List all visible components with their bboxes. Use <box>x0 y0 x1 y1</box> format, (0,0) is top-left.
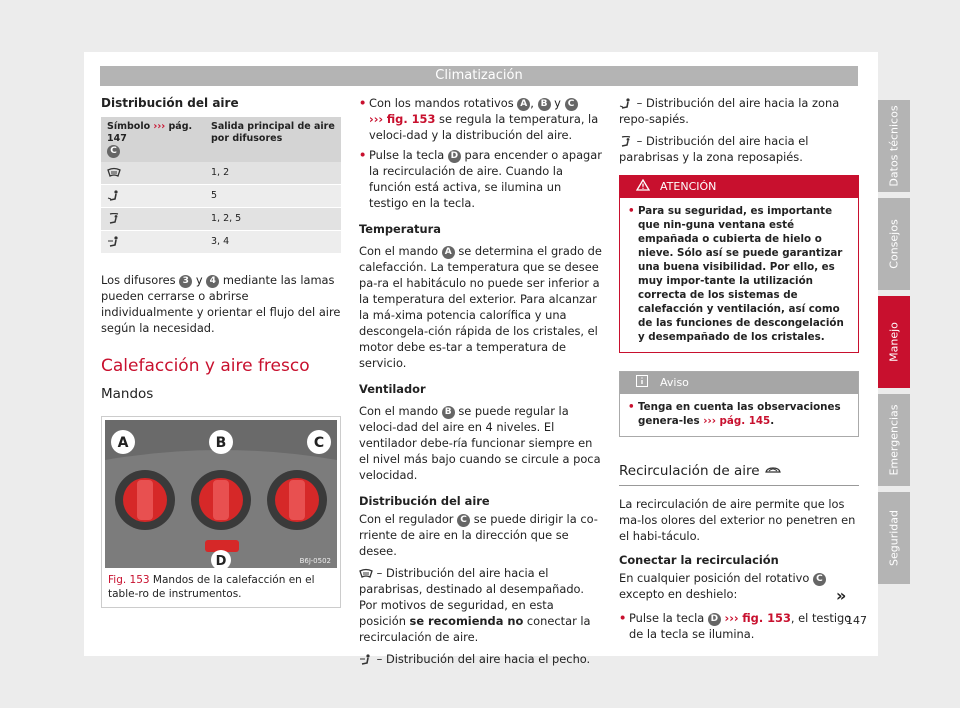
table-row <box>101 231 341 254</box>
connect-title: Conectar la recirculación <box>619 553 779 567</box>
note-header <box>620 372 858 394</box>
text-run: – Distribución del aire hacia la zona repo-sapiés. <box>619 96 840 126</box>
header-symbol-label: Símbolo <box>107 121 151 132</box>
figure-caption <box>102 571 340 607</box>
figure-link[interactable]: fig. 153 <box>742 611 791 625</box>
text-run: – Distribución del aire hacia el parabrisas y la zona reposapiés. <box>619 134 809 164</box>
heading-text: Recirculación de aire <box>619 463 760 479</box>
text-run: se puede regular la veloci-dad del aire en 4 niveles. El ventilador debe-ría funcionar siempre en el nivel más bajo cuando se circule a poca velocidad. <box>359 404 601 482</box>
windshield-paragraph <box>359 565 604 645</box>
feet-paragraph <box>619 95 859 127</box>
badge-4: 4 <box>206 275 219 288</box>
badge-c: C <box>565 98 578 111</box>
tab-label: Datos técnicos <box>887 105 901 187</box>
table-row <box>101 185 341 208</box>
fan-paragraph <box>359 403 604 483</box>
page-number: 147 <box>846 614 867 627</box>
label-a: A <box>117 435 129 451</box>
tab-datos-tecnicos[interactable] <box>878 100 910 192</box>
badge-c: C <box>457 514 470 527</box>
tab-label: Manejo <box>887 322 901 362</box>
section-header: Climatización <box>100 66 858 86</box>
text-run: se puede dirigir la co-rriente de aire en la dirección que se desee. <box>359 512 598 558</box>
text-run: Los difusores <box>101 273 176 287</box>
tab-manejo[interactable] <box>878 296 910 388</box>
chest-airflow-icon <box>101 231 205 254</box>
text-run: se recomienda no <box>409 614 524 628</box>
table-row <box>101 208 341 231</box>
label-b: B <box>215 435 227 451</box>
caption-text: Mandos de la calefacción en el table-ro de instrumentos. <box>108 574 315 600</box>
continue-arrow: » <box>836 586 847 605</box>
feet-airflow-icon <box>101 185 205 208</box>
text-run: Pulse la tecla <box>629 611 705 625</box>
text-run: Con el mando <box>359 404 439 418</box>
label-d: D <box>215 554 227 568</box>
chest-airflow-icon <box>359 654 373 666</box>
section-heading: Calefacción y aire fresco <box>101 356 310 376</box>
warning-title: ATENCIÓN <box>660 180 717 193</box>
table-header-symbol <box>101 117 205 162</box>
text-run: para encender o apagar la recirculación de aire. Cuando la función está activa, se ilumina un testigo en la tecla. <box>369 148 602 210</box>
warning-body <box>620 198 858 352</box>
warning-header <box>620 176 858 198</box>
page-ref[interactable]: pág. 145 <box>719 415 771 427</box>
fan-title: Ventilador <box>359 382 426 396</box>
text-run: , el testigo de la tecla se ilumina. <box>629 611 852 641</box>
badge-d: D <box>708 613 721 626</box>
windshield-icon <box>359 568 373 580</box>
vents-paragraph <box>101 272 341 336</box>
ref-arrows: ››› <box>703 415 716 427</box>
text-run: – Distribución del aire hacia el pecho. <box>376 652 591 666</box>
list-item <box>628 400 850 428</box>
badge-a: A <box>442 246 455 259</box>
tab-label: Seguridad <box>887 510 901 566</box>
controls-drawing <box>105 420 337 568</box>
distribution-paragraph <box>359 511 604 559</box>
tab-label: Emergencias <box>887 404 901 476</box>
figure-153 <box>101 416 341 608</box>
text-run: Con el regulador <box>359 512 454 526</box>
text-run: y <box>554 96 561 110</box>
outlet-value: 1, 2, 5 <box>205 208 341 231</box>
recirculation-heading <box>619 463 859 486</box>
badge-b: B <box>538 98 551 111</box>
badge-a: A <box>517 98 530 111</box>
list-item <box>619 610 859 642</box>
badge-c: C <box>107 145 120 158</box>
warning-icon <box>636 179 650 191</box>
tab-consejos[interactable] <box>878 198 910 290</box>
figure-link[interactable]: fig. 153 <box>386 112 436 126</box>
windshield-feet-airflow-icon <box>619 136 633 148</box>
outlet-value: 3, 4 <box>205 231 341 254</box>
text-run: y <box>195 273 203 287</box>
tab-seguridad[interactable] <box>878 492 910 584</box>
outlet-value: 1, 2 <box>205 162 341 185</box>
temperature-paragraph <box>359 243 604 371</box>
text-run: . <box>770 415 775 427</box>
list-item <box>359 147 604 211</box>
windshield-icon <box>101 162 205 185</box>
windshield-feet-paragraph <box>619 133 859 165</box>
badge-d: D <box>448 150 461 163</box>
text-run: En cualquier posición del rotativo <box>619 571 810 585</box>
feet-airflow-icon <box>619 98 633 110</box>
badge-b: B <box>442 406 455 419</box>
note-box <box>619 371 859 437</box>
ref-arrows: ››› <box>153 121 166 132</box>
text-run: Tenga en cuenta las observaciones genera-les <box>638 401 841 427</box>
text-run: – Distribución del aire hacia el parabrisas, destinado al desempañado. Por motivos de seguridad, en esta posición <box>359 566 584 628</box>
air-distribution-table <box>101 117 341 254</box>
chest-paragraph <box>359 651 604 667</box>
temperature-title: Temperatura <box>359 222 441 236</box>
text-run: se regula la temperatura, la veloci-dad y la distribución del aire. <box>369 112 599 142</box>
table-row <box>101 162 341 185</box>
text-run: se determina el grado de calefacción. La temperatura que se desee pa-ra el habitáculo no puede ser inferior a la temperatura del exterior. Para alcanzar la má-xima potencia calorífica y una descongela-ción rápida de los cristales, el motor debe es-tar a temperatura de servicio. <box>359 244 602 370</box>
badge-c: C <box>813 573 826 586</box>
note-body <box>620 394 858 436</box>
warning-box <box>619 175 859 353</box>
text-run: conectar la recirculación de aire. <box>359 614 591 644</box>
recirculation-icon <box>764 465 782 477</box>
ref-arrows: ››› <box>369 112 384 126</box>
list-item: • Para su seguridad, es importante que nin-guna ventana esté empañada o cubierta de hielo o nieve. Sólo así se puede garantizar una buena visibilidad. Por ello, es muy impor-tante la utilización correcta de los sistemas de calefacción y ventilación, así como de las funciones de descongelación y desempañado de los cristales. <box>628 204 850 344</box>
recirculation-paragraph: La recirculación de aire permite que los ma-los olores del exterior no penetren en el habi-táculo. <box>619 497 856 543</box>
subsection-heading: Mandos <box>101 386 154 402</box>
tab-label: Consejos <box>887 219 901 269</box>
column-middle <box>359 95 604 667</box>
badge-3: 3 <box>179 275 192 288</box>
text-run: Con el mando <box>359 244 439 258</box>
table-header-outlet: Salida principal de aire por difusores <box>205 117 341 162</box>
text-run: Pulse la tecla <box>369 148 445 162</box>
windshield-feet-airflow-icon <box>101 208 205 231</box>
text-run: , <box>530 96 534 110</box>
list-item <box>359 95 604 143</box>
column-left <box>101 95 341 608</box>
text-run: excepto en deshielo: <box>619 587 738 601</box>
controls-illustration <box>105 420 337 568</box>
text-run: Con los mandos rotativos <box>369 96 514 110</box>
air-distribution-title: Distribución del aire <box>101 96 239 110</box>
tab-emergencias[interactable] <box>878 394 910 486</box>
distribution-title: Distribución del aire <box>359 494 490 508</box>
info-icon <box>636 375 648 387</box>
connect-paragraph <box>619 570 859 602</box>
note-title: Aviso <box>660 376 689 389</box>
text-run: mediante las lamas pueden cerrarse o abrirse individualmente y orientar el flujo del aire según la necesidad. <box>101 273 341 335</box>
figure-code: B6J-0502 <box>299 557 331 565</box>
column-right <box>619 95 859 642</box>
label-c: C <box>313 435 325 451</box>
outlet-value: 5 <box>205 185 341 208</box>
page-ref[interactable]: pág. 147 <box>107 121 193 144</box>
caption-number: Fig. 153 <box>108 574 150 586</box>
ref-arrows: ››› <box>724 611 739 625</box>
